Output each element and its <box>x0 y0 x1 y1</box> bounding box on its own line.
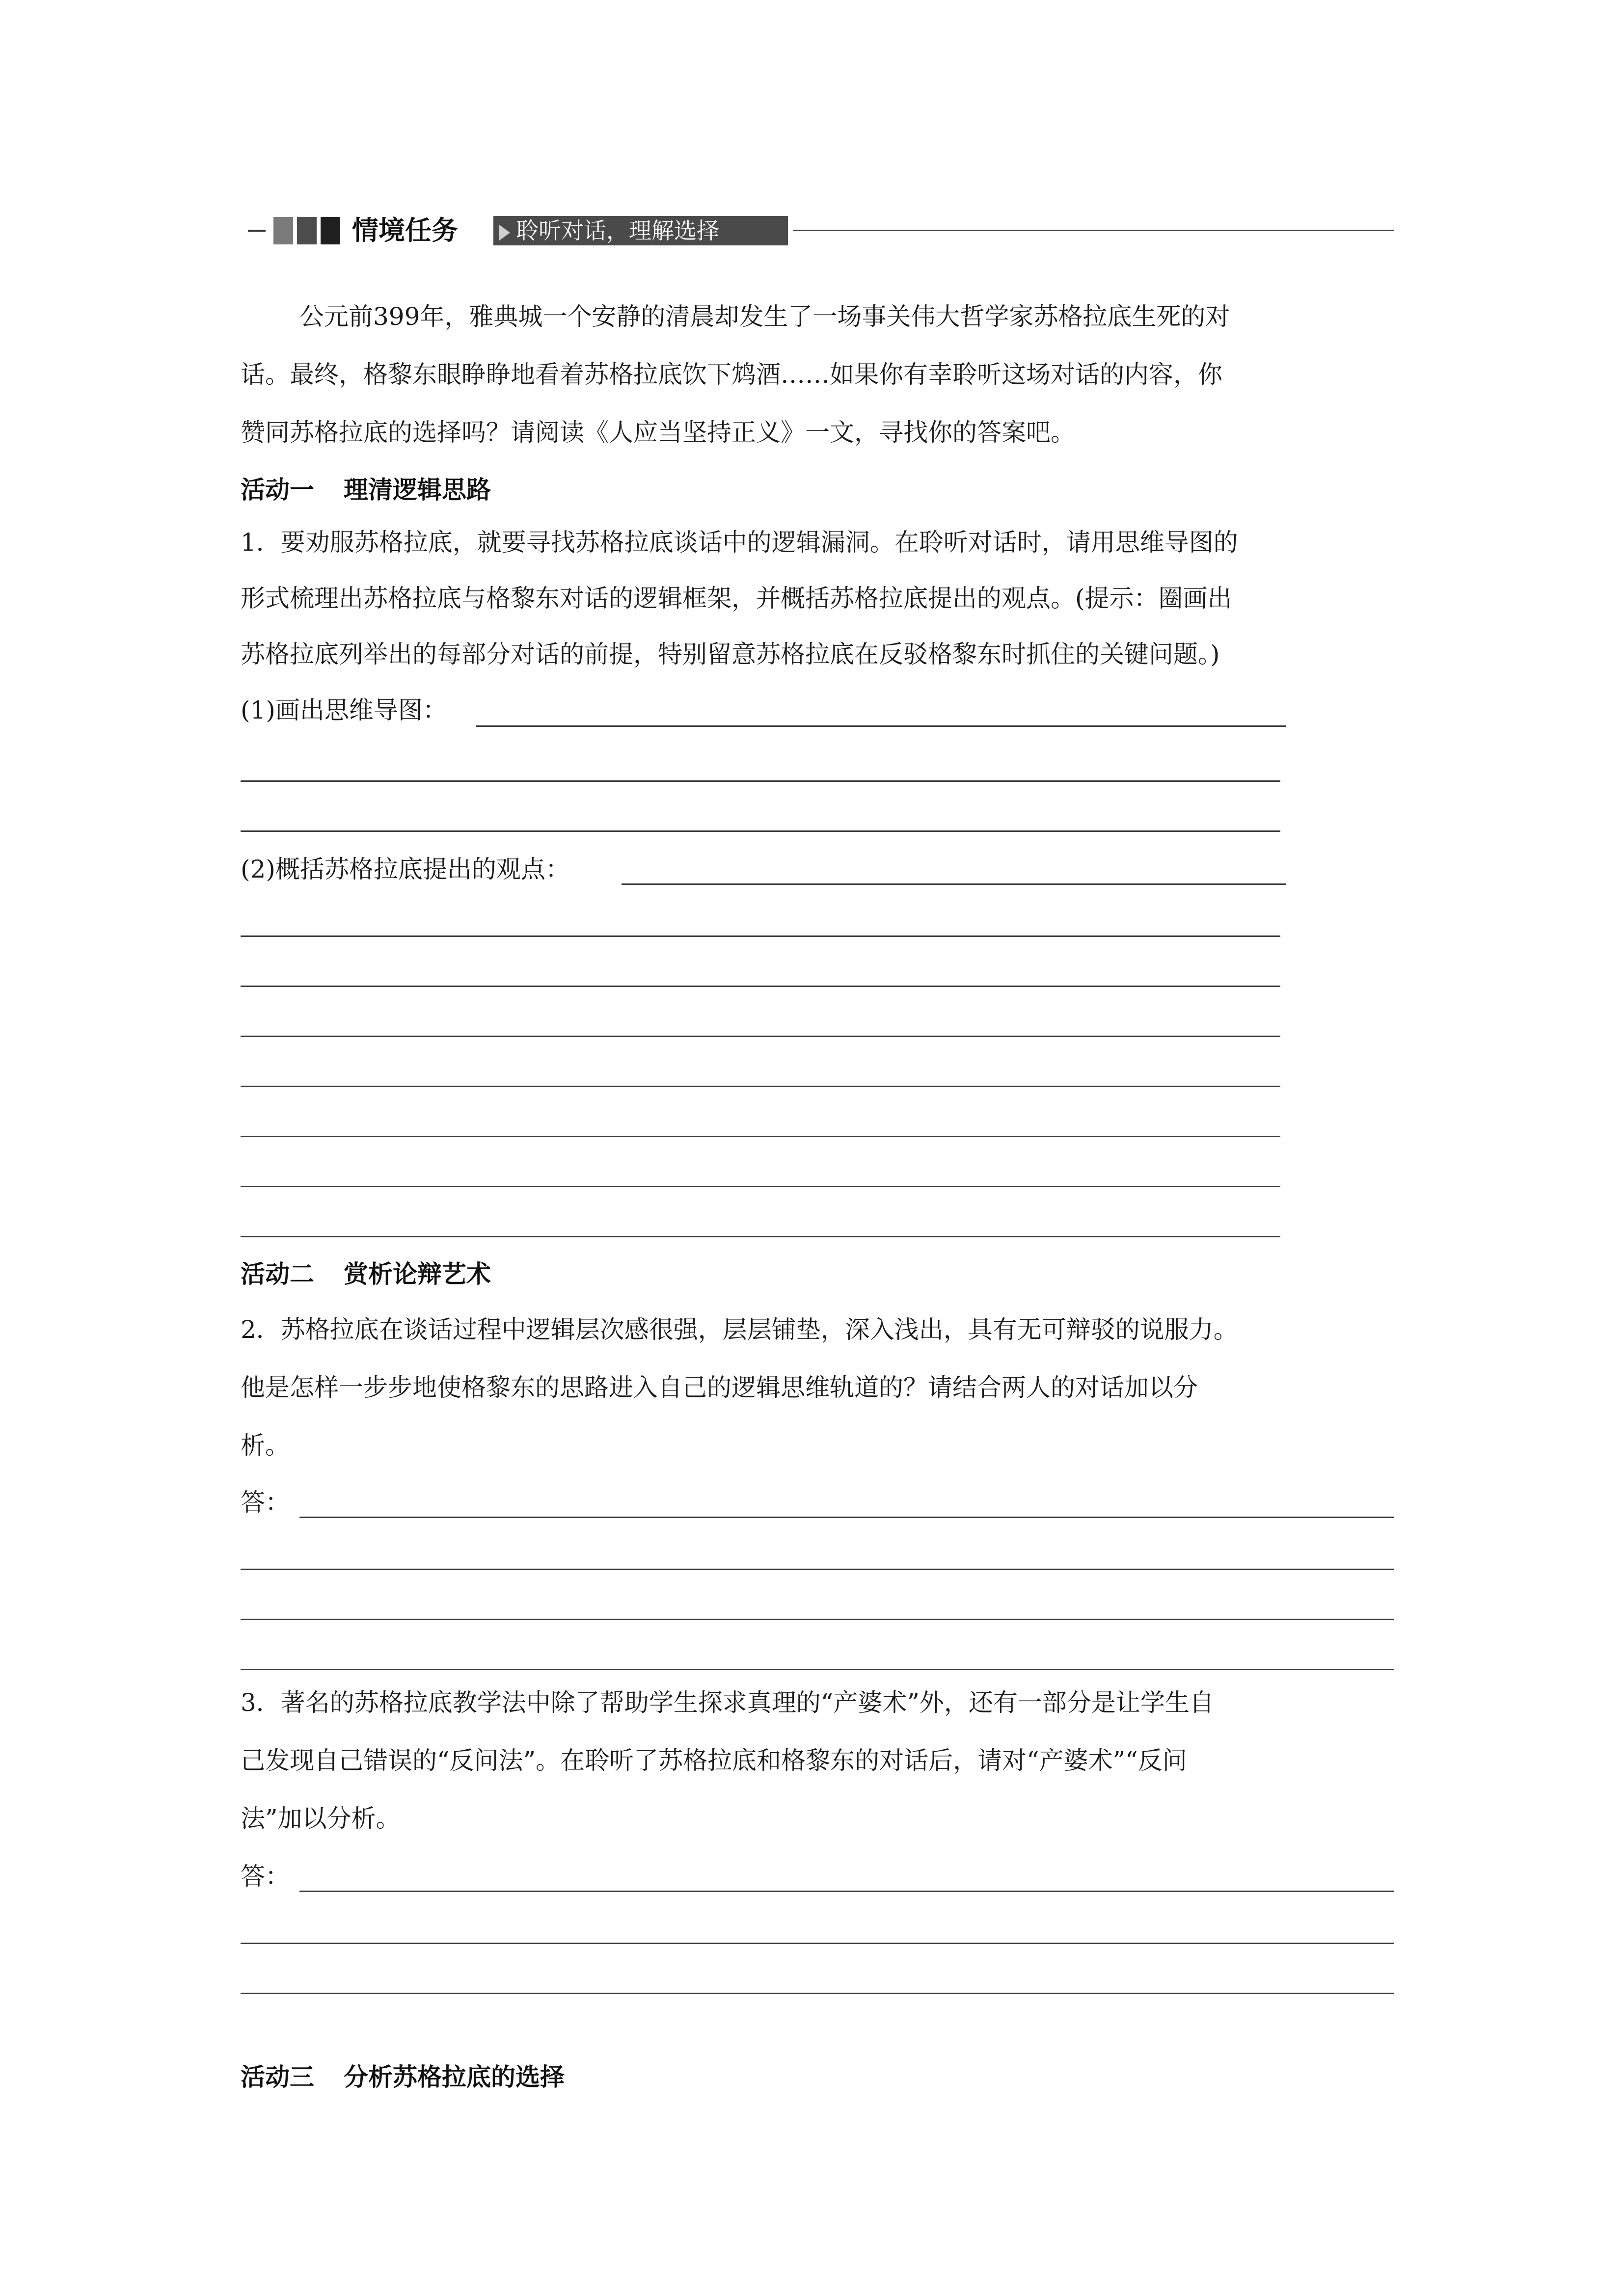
answer-line[interactable] <box>241 1943 1394 1944</box>
activity-title: 分析苏格拉底的选择 <box>344 2063 565 2091</box>
section-tag <box>493 216 788 245</box>
section-title: 情境任务 <box>352 215 458 246</box>
answer-line[interactable] <box>241 1569 1394 1570</box>
answer-line[interactable] <box>241 1669 1394 1670</box>
answer-line[interactable] <box>241 1036 1280 1037</box>
triangle-right-icon <box>499 225 510 240</box>
intro-line: 话。最终，格黎东眼睁睁地看着苏格拉底饮下鸩酒……如果你有幸聆听这场对话的内容，你 <box>241 360 1222 389</box>
activity-label: 活动一 <box>241 476 314 504</box>
header-block-decoration <box>321 217 340 244</box>
answer-line[interactable] <box>241 935 1280 937</box>
header-block-decoration <box>273 217 293 244</box>
activity-label: 活动二 <box>241 1260 314 1288</box>
question-line: 他是怎样一步步地使格黎东的思路进入自己的逻辑思维轨道的？请结合两人的对话加以分 <box>241 1373 1198 1402</box>
question-line: 2．苏格拉底在谈话过程中逻辑层次感很强，层层铺垫，深入浅出，具有无可辩驳的说服力。 <box>241 1315 1238 1344</box>
section-header <box>248 211 1394 250</box>
answer-line[interactable] <box>241 1136 1280 1137</box>
answer-line[interactable] <box>241 1086 1280 1087</box>
sub-question: (1)画出思维导图： <box>241 696 447 724</box>
activity-title: 理清逻辑思路 <box>344 476 491 504</box>
sub-question: (2)概括苏格拉底提出的观点： <box>241 855 570 883</box>
answer-label: 答： <box>241 1488 290 1517</box>
answer-line[interactable] <box>299 1517 1394 1518</box>
activity-label: 活动三 <box>241 2063 314 2091</box>
header-rule <box>793 230 1394 231</box>
activity-heading <box>241 1260 491 1288</box>
header-block-decoration <box>297 217 317 244</box>
question-line: 1．要劝服苏格拉底，就要寻找苏格拉底谈话中的逻辑漏洞。在聆听对话时，请用思维导图的 <box>241 528 1238 557</box>
activity-title: 赏析论辩艺术 <box>344 1260 491 1288</box>
question-line: 形式梳理出苏格拉底与格黎东对话的逻辑框架，并概括苏格拉底提出的观点。(提示：圈画出 <box>241 584 1232 613</box>
answer-line[interactable] <box>241 1236 1280 1237</box>
answer-line[interactable] <box>241 1619 1394 1620</box>
answer-line[interactable] <box>622 883 1286 885</box>
question-line: 析。 <box>241 1431 290 1460</box>
answer-line[interactable] <box>241 1186 1280 1187</box>
activity-heading <box>241 2063 565 2091</box>
intro-line: 公元前399年，雅典城一个安静的清晨却发生了一场事关伟大哲学家苏格拉底生死的对 <box>299 302 1230 331</box>
answer-line[interactable] <box>241 780 1280 782</box>
intro-line: 赞同苏格拉底的选择吗？请阅读《人应当坚持正义》一文，寻找你的答案吧。 <box>241 418 1075 447</box>
answer-line[interactable] <box>241 986 1280 987</box>
answer-line[interactable] <box>241 830 1280 832</box>
answer-label: 答： <box>241 1862 290 1891</box>
question-line: 己发现自己错误的“反问法”。在聆听了苏格拉底和格黎东的对话后，请对“产婆术”“反问 <box>241 1746 1187 1775</box>
question-line: 法”加以分析。 <box>241 1804 401 1833</box>
section-tag-text: 聆听对话，理解选择 <box>516 217 719 244</box>
answer-line[interactable] <box>476 725 1286 727</box>
activity-heading <box>241 476 491 504</box>
question-line: 3．著名的苏格拉底教学法中除了帮助学生探求真理的“产婆术”外，还有一部分是让学生自 <box>241 1688 1214 1717</box>
answer-line[interactable] <box>241 1993 1394 1994</box>
header-lead-line <box>248 230 266 232</box>
question-line: 苏格拉底列举出的每部分对话的前提，特别留意苏格拉底在反驳格黎东时抓住的关键问题。) <box>241 640 1220 668</box>
answer-line[interactable] <box>299 1891 1394 1892</box>
